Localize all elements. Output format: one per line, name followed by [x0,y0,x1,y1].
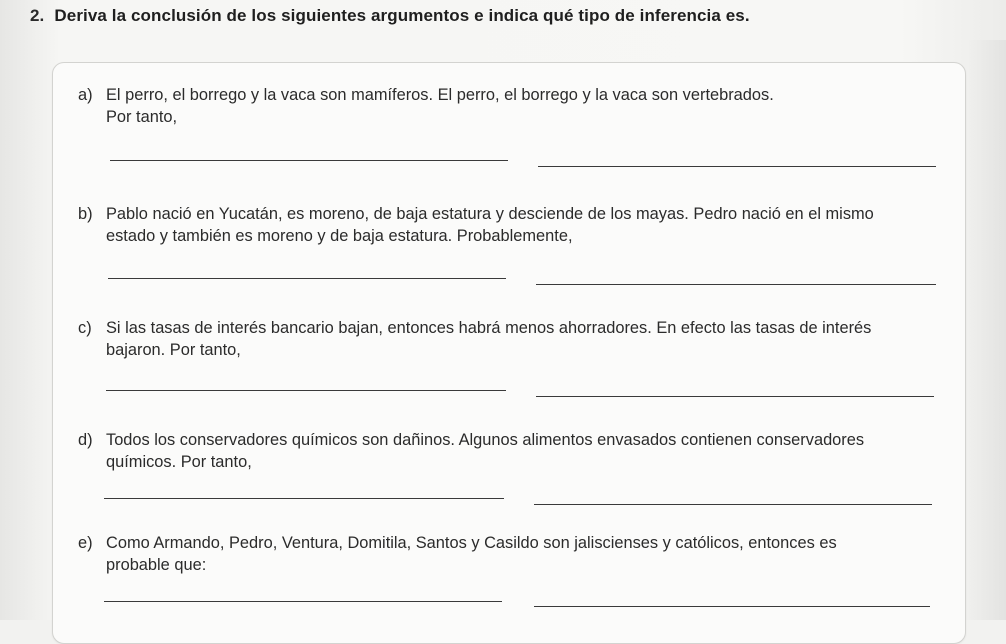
item-c-text-line2: bajaron. Por tanto, [106,341,241,359]
item-d-text-line2: químicos. Por tanto, [106,453,252,471]
item-a-answer-blank-conclusion[interactable] [110,160,508,161]
item-c-letter: c) [78,319,92,337]
item-d-letter: d) [78,431,93,449]
item-c-text-line1: Si las tasas de interés bancario bajan, entonces habrá menos ahorradores. En efecto las tasas de interés [106,319,872,337]
exercise-instruction: Deriva la conclusión de los siguientes argumentos e indica qué tipo de inferencia es. [54,6,750,25]
item-c [78,317,948,361]
item-e-answer-blank-inference[interactable] [534,606,930,607]
exercise-heading [30,6,750,26]
item-d-text-line1: Todos los conservadores químicos son dañinos. Algunos alimentos envasados contienen conservadores [106,431,865,449]
item-c-answer-blank-conclusion[interactable] [106,390,506,391]
item-c-answer-blank-inference[interactable] [536,396,934,397]
item-b-letter: b) [78,205,93,223]
item-b-text-line1: Pablo nació en Yucatán, es moreno, de baja estatura y desciende de los mayas. Pedro nació en el mismo [106,205,874,223]
item-e-letter: e) [78,534,93,552]
exercise-number: 2. [30,6,45,25]
item-b-text-line2: estado y también es moreno y de baja estatura. Probablemente, [106,227,573,245]
item-a-text-line2: Por tanto, [106,108,178,126]
item-e [78,532,948,576]
item-a [78,84,948,128]
item-b [78,203,948,247]
item-a-answer-blank-inference[interactable] [538,166,936,167]
item-d [78,429,948,473]
item-a-letter: a) [78,86,93,104]
item-e-text-line1: Como Armando, Pedro, Ventura, Domitila, Santos y Casildo son jaliscienses y católicos, entonces es [106,534,837,552]
item-b-answer-blank-conclusion[interactable] [108,278,506,279]
page-edge-shadow [966,40,1006,620]
item-e-answer-blank-conclusion[interactable] [104,601,502,602]
item-b-answer-blank-inference[interactable] [536,284,936,285]
item-d-answer-blank-inference[interactable] [534,504,932,505]
item-d-answer-blank-conclusion[interactable] [104,498,504,499]
item-e-text-line2: probable que: [106,556,207,574]
item-a-text-line1: El perro, el borrego y la vaca son mamíferos. El perro, el borrego y la vaca son vertebrados. [106,86,774,104]
